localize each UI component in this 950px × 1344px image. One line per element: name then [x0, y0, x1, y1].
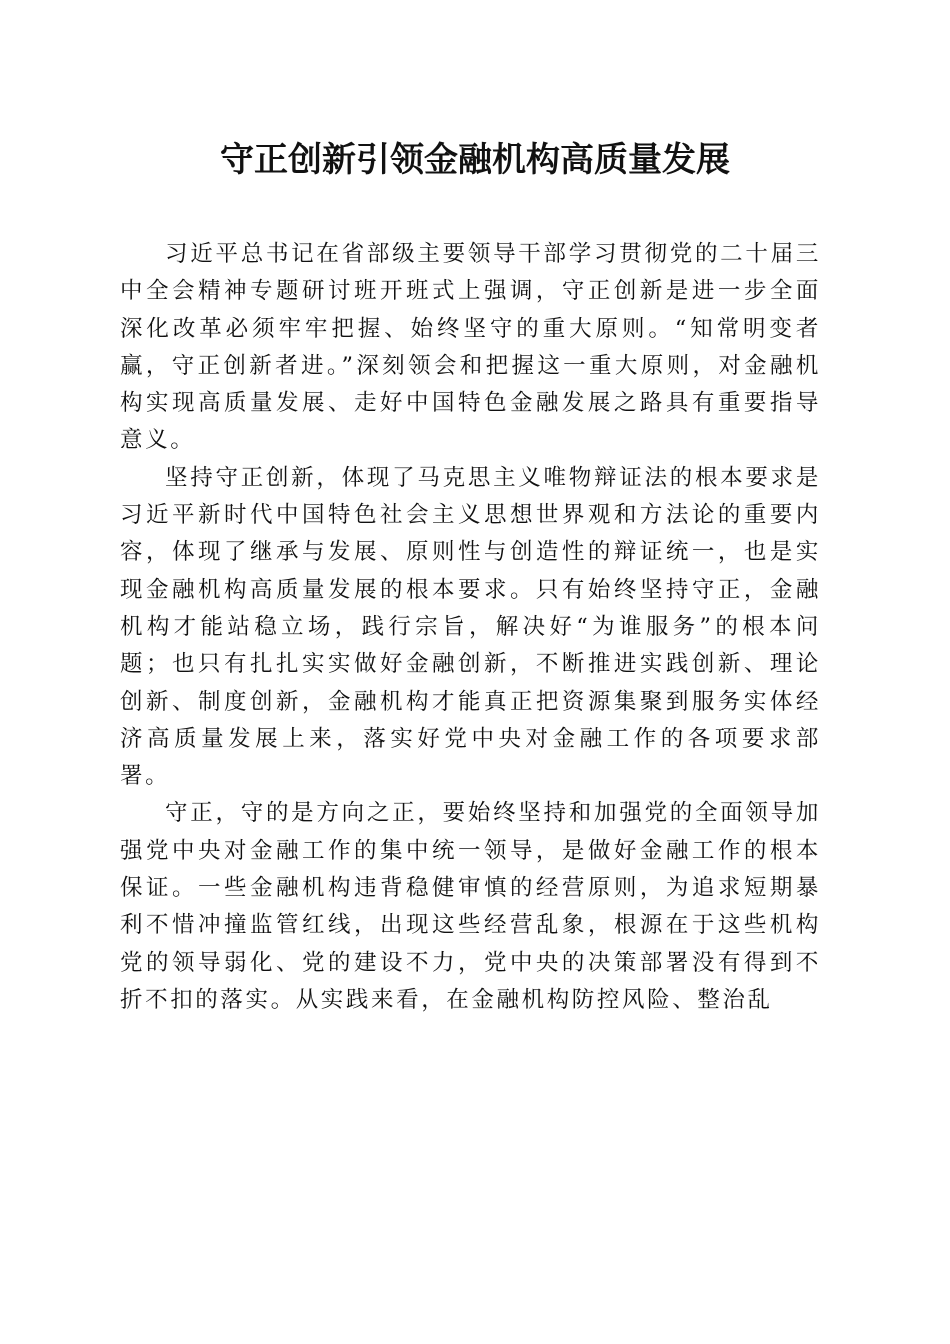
paragraph-1: 习近平总书记在省部级主要领导干部学习贯彻党的二十届三中全会精神专题研讨班开班式上强调，守正创新是进一步全面深化改革必须牢牢把握、始终坚守的重大原则。“知常明变者赢，守正创新者进。”深刻领会和把握这一重大原则，对金融机构实现高质量发展、走好中国特色金融发展之路具有重要指导意义。 [120, 241, 821, 454]
paragraph-2: 坚持守正创新，体现了马克思主义唯物辩证法的根本要求是习近平新时代中国特色社会主义思想世界观和方法论的重要内容，体现了继承与发展、原则性与创造性的辩证统一，也是实现金融机构高质量发展的根本要求。只有始终坚持守正，金融机构才能站稳立场，践行宗旨，解决好“为谁服务”的根本问题；也只有扎扎实实做好金融创新，不断推进实践创新、理论创新、制度创新，金融机构才能真正把资源集聚到服务实体经济高质量发展上来，落实好党中央对金融工作的各项要求部署。 [120, 464, 821, 790]
paragraph-3: 守正，守的是方向之正，要始终坚持和加强党的全面领导加强党中央对金融工作的集中统一领导，是做好金融工作的根本保证。一些金融机构违背稳健审慎的经营原则，为追求短期暴利不惜冲撞监管红线，出现这些经营乱象，根源在于这些机构党的领导弱化、党的建设不力，党中央的决策部署没有得到不折不扣的落实。从实践来看，在金融机构防控风险、整治乱 [120, 800, 821, 1013]
document-title: 守正创新引领金融机构高质量发展 [220, 140, 730, 180]
document-body [120, 236, 821, 1019]
